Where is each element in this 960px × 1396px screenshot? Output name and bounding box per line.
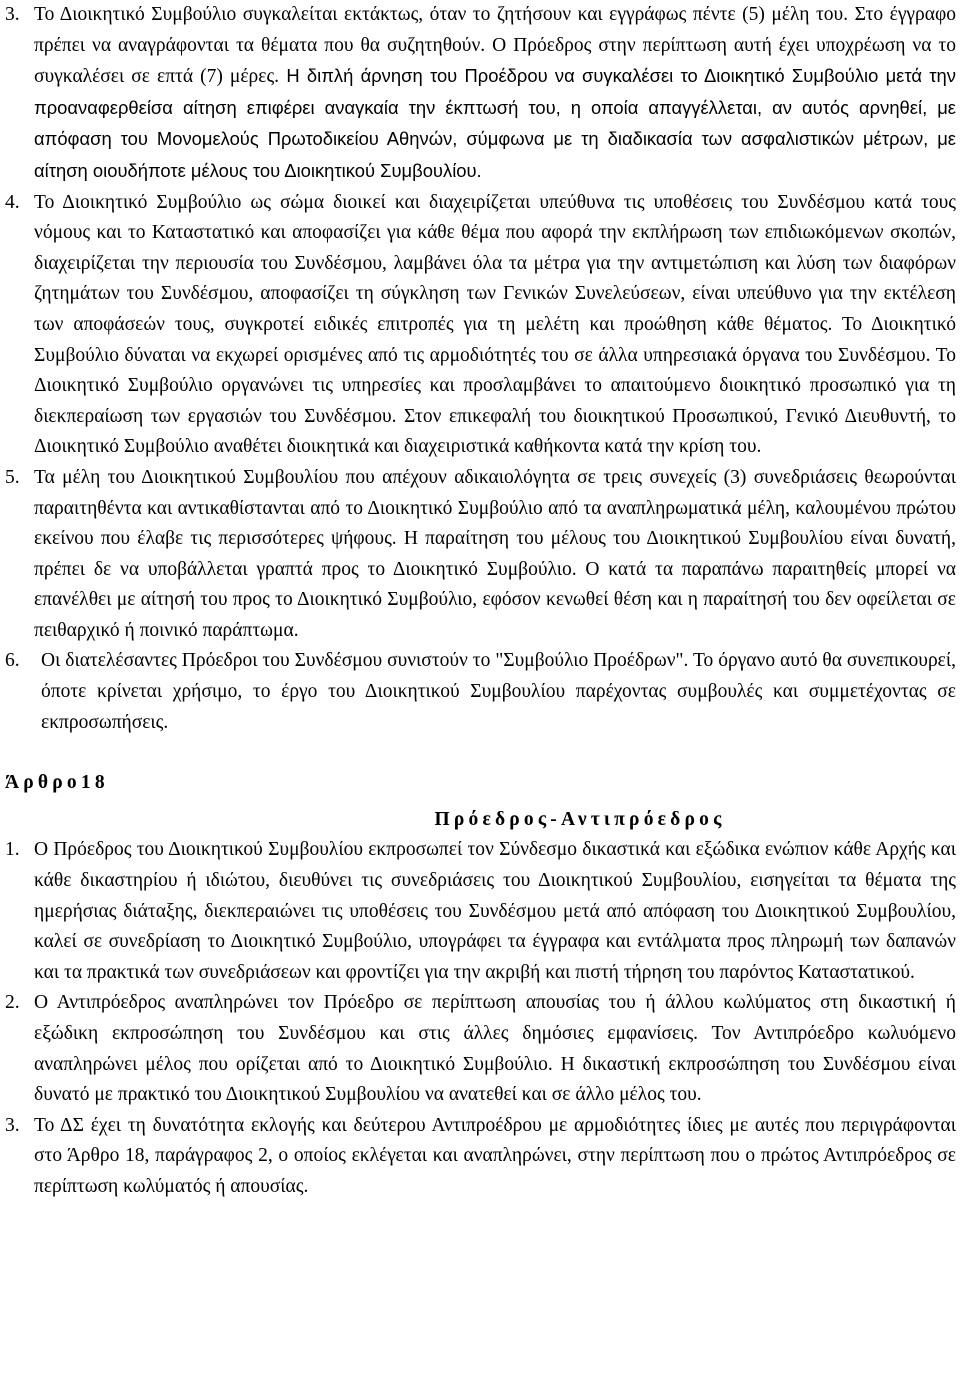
article-heading: Άρθρο18 xyxy=(5,772,109,794)
article17-item-5 xyxy=(0,463,960,647)
item-text: Το Διοικητικό Συμβούλιο ως σώμα διοικεί και διαχειρίζεται υπεύθυνα τις υποθέσεις του Συνδέσμου κατά τους νόμους και το Καταστατικό και αποφασίζει για κάθε θέμα που αφορά την εκπλήρωση των επιδιωκόμενων σκοπών, διαχειρίζεται την περιουσία του Συνδέσμου, λαμβάνει όλα τα μέτρα για την αντιμετώπιση και λύση των διαφόρων ζητημάτων του Συνδέσμου, αποφασίζει τη σύγκληση των Γενικών Συνελεύσεων, είναι υπεύθυνο για την εκτέλεση των αποφάσεών τους, συγκροτεί ειδικές επιτροπές για τη μελέτη και προώθηση κάθε θέματος. Το Διοικητικό Συμβούλιο δύναται να εκχωρεί ορισμένες από τις αρμοδιότητές του σε άλλα υπηρεσιακά όργανα του Συνδέσμου. Το Διοικητικό Συμβούλιο οργανώνει τις υπηρεσίες και προσλαμβάνει το απαιτούμενο διοικητικό προσωπικό για τη διεκπεραίωση των εργασιών του Συνδέσμου. Στον επικεφαλή του διοικητικού Προσωπικού, Γενικό Διευθυντή, το Διοικητικό Συμβούλιο αναθέτει διοικητικά και διαχειριστικά καθήκοντα κατά την κρίση του. xyxy=(34,191,956,458)
item-text: Το ΔΣ έχει τη δυνατότητα εκλογής και δεύτερου Αντιπροέδρου με αρμοδιότητες ίδιες με αυτές που περιγράφονται στο Άρθρο 18, παράγραφος 2, ο οποίος εκλέγεται και αναπληρώνει, στην περίπτωση που ο πρώτος Αντιπρόεδρος σε περίπτωση κωλύματός ή απουσίας. xyxy=(34,1114,956,1197)
item-number: 2. xyxy=(5,992,20,1014)
article17-item-3 xyxy=(0,0,960,188)
item-number: 3. xyxy=(5,1114,20,1136)
item-text: Οι διατελέσαντες Πρόεδροι του Συνδέσμου συνιστούν το "Συμβούλιο Προέδρων". Το όργανο αυτό θα συνεπικουρεί, όποτε κρίνεται χρήσιμο, το έργο του Διοικητικού Συμβουλίου παρέχοντας συμβουλές και συμμετέχοντας σε εκπροσωπήσεις. xyxy=(41,650,956,733)
item-text-serif: Το Διοικητικό Συμβούλιο συγκαλείται εκτάκτως, όταν το ζητήσουν και εγγράφως πέντε (5) μέλη του. Στο έγγραφο πρέπει να αναγράφονται τα θέματα που θα συζητηθούν. Ο Πρόεδρος στην περίπτωση αυτή έχει υποχρέωση να το συγκαλέσει σε επτά (7) μέρες. xyxy=(34,4,956,88)
article-title: Πρόεδρος-Αντιπρόεδρος xyxy=(434,808,726,830)
article18-item-2 xyxy=(0,988,960,1110)
item-text-sans: Η διπλή άρνηση του Προέδρου να συγκαλέσει το Διοικητικό Συμβούλιο μετά την προαναφερθείσα αίτηση επιφέρει αναγκαία την έκπτωσή του, η οποία απαγγέλλεται, αν αυτός αρνηθεί, με απόφαση του Μονομελούς Πρωτοδικείου Αθηνών, σύμφωνα με τη διαδικασία των ασφαλιστικών μέτρων, με αίτηση οιουδήποτε μέλους του Διοικητικού Συμβουλίου. xyxy=(34,65,956,181)
item-text xyxy=(34,0,956,188)
article17-item-6 xyxy=(0,646,960,738)
item-number: 3. xyxy=(5,4,20,25)
article17-item-4 xyxy=(0,188,960,463)
item-text: Ο Πρόεδρος του Διοικητικού Συμβουλίου εκπροσωπεί τον Σύνδεσμο δικαστικά και εξώδικα ενώπιον κάθε Αρχής και κάθε δικαστηρίου ή ιδιώτου, διευθύνει τις συνεδριάσεις του Διοικητικού Συμβουλίου, εισηγείται τα θέματα της ημερήσιας διάταξης, διεκπεραιώνει τις υποθέσεις του Συνδέσμου μετά από απόφαση του Διοικητικού Συμβουλίου, καλεί σε συνεδρίαση το Διοικητικό Συμβούλιο, υπογράφει τα έγγραφα και εντάλματα προς πληρωμή των δαπανών και τα πρακτικά των συνεδριάσεων και φροντίζει για την ακριβή και πιστή τήρηση του παρόντος Καταστατικού. xyxy=(34,839,956,983)
item-text: Τα μέλη του Διοικητικού Συμβουλίου που απέχουν αδικαιολόγητα σε τρεις συνεχείς (3) συνεδριάσεις θεωρούνται παραιτηθέντα και αντικαθίστανται από το Διοικητικό Συμβούλιο από τα αναπληρωματικά μέλη, καλουμένου πρώτου εκείνου που έλαβε τις περισσότερες ψήφους. Η παραίτηση του μέλους του Διοικητικού Συμβουλίου είναι δυνατή, πρέπει δε να υποβάλλεται γραπτά προς το Διοικητικό Συμβούλιο. Ο κατά τα παραπάνω παραιτηθείς μπορεί να επανέλθει με αίτησή του προς το Διοικητικό Συμβούλιο, εφόσον κενωθεί θέση και η παραίτησή του δεν οφείλεται σε πειθαρχικό ή ποινικό παράπτωμα. xyxy=(34,466,956,641)
article18-item-3 xyxy=(0,1111,960,1203)
item-number: 1. xyxy=(5,839,20,861)
section-spacer xyxy=(0,738,960,768)
article18-item-1 xyxy=(0,835,960,988)
item-number: 5. xyxy=(5,466,20,488)
item-text: Ο Αντιπρόεδρος αναπληρώνει τον Πρόεδρο σε περίπτωση απουσίας του ή άλλου κωλύματος στη δικαστική ή εξώδικη εκπροσώπηση του Συνδέσμου και στις άλλες δημόσιες εμφανίσεις. Τον Αντιπρόεδρο κωλυόμενο αναπληρώνει μέλος που ορίζεται από το Διοικητικό Συμβούλιο. Η δικαστική εκπροσώπηση του Συνδέσμου είναι δυνατό με πρακτικό του Διοικητικού Συμβουλίου να ανατεθεί και σε άλλο μέλος του. xyxy=(34,992,956,1106)
item-number: 4. xyxy=(5,191,20,213)
item-number: 6. xyxy=(5,650,20,672)
